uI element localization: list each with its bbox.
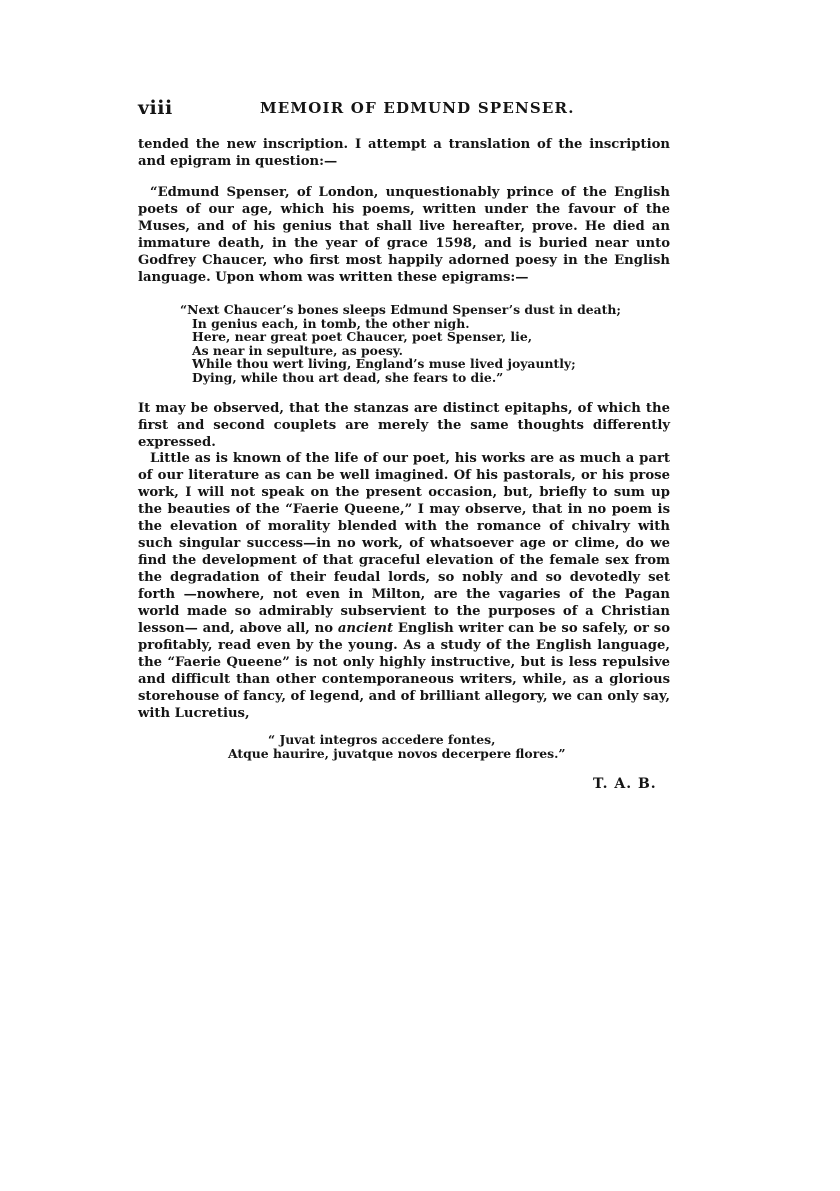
page-header [138, 97, 678, 121]
paragraph-inscription-translation: “Edmund Spenser, of London, unquestionably prince of the English poets of our age, which his poems, written under the favour of the Muses, and of his genius that shall live hereafter, prove. He died an immature death, in the year of grace 1598, and is buried near unto Godfrey Chaucer, who first most happily adorned poesy in the English language. Upon whom was written these epigrams:— [138, 185, 670, 285]
epigram-line: “Next Chaucer’s bones sleeps Edmund Spenser’s dust in death; [180, 302, 621, 317]
page-number: viii [138, 97, 173, 119]
epigram-line: Dying, while thou art dead, she fears to die.” [192, 369, 504, 385]
epigram-line: Here, near great poet Chaucer, poet Spenser, lie, [192, 329, 533, 345]
emphasized-word: ancient [337, 621, 394, 636]
paragraph-text: Little as is known of the life of our poet, his works are as much a part of our literature as can be well imagined. Of his pastorals, or his prose work, I will not speak on the present occasion, but, briefly to sum up the beauties of the “Faerie Queene,” I may observe, that in no poem is the elevation of morality blended with the romance of chivalry with such singular success—in no work, of whatsoever age or clime, do we find the development of that graceful elevation of the female sex from the degradation of their feudal lords, so nobly and so devotedly set forth —nowhere, not even in Milton, are the vagaries of the Pagan world made so admirably subservient to the purposes of a Christian lesson— and, above all, no [138, 451, 670, 636]
epigram-line: As near in sepulture, as poesy. [192, 342, 403, 358]
running-title: MEMOIR OF EDMUND SPENSER. [260, 99, 575, 117]
paragraph-little-known [138, 450, 670, 722]
latin-line-1: “ Juvat integros accedere fontes, [268, 732, 496, 747]
latin-line-2: Atque haurire, juvatque novos decerpere flores.” [228, 746, 566, 761]
epigram-line: While thou wert living, England’s muse lived joyauntly; [192, 356, 576, 372]
author-signature: T. A. B. [593, 776, 657, 792]
paragraph-observation: It may be observed, that the stanzas are distinct epitaphs, of which the first and second couplets are merely the same thoughts differently expressed. [138, 401, 670, 450]
epigram-poem [180, 303, 650, 385]
paragraph-continuation: tended the new inscription. I attempt a translation of the inscription and epigram in question:— [138, 137, 670, 169]
paragraph-text: English writer can be so safely, or so profitably, read even by the young. As a study of the English language, the “Faerie Queene” is not only highly instructive, but is less repulsive and difficult than other contemporaneous writers, while, as a glorious storehouse of fancy, of legend, and of brilliant allegory, we can only say, with Lucretius, [138, 621, 670, 721]
epigram-line: In genius each, in tomb, the other nigh. [192, 315, 470, 331]
